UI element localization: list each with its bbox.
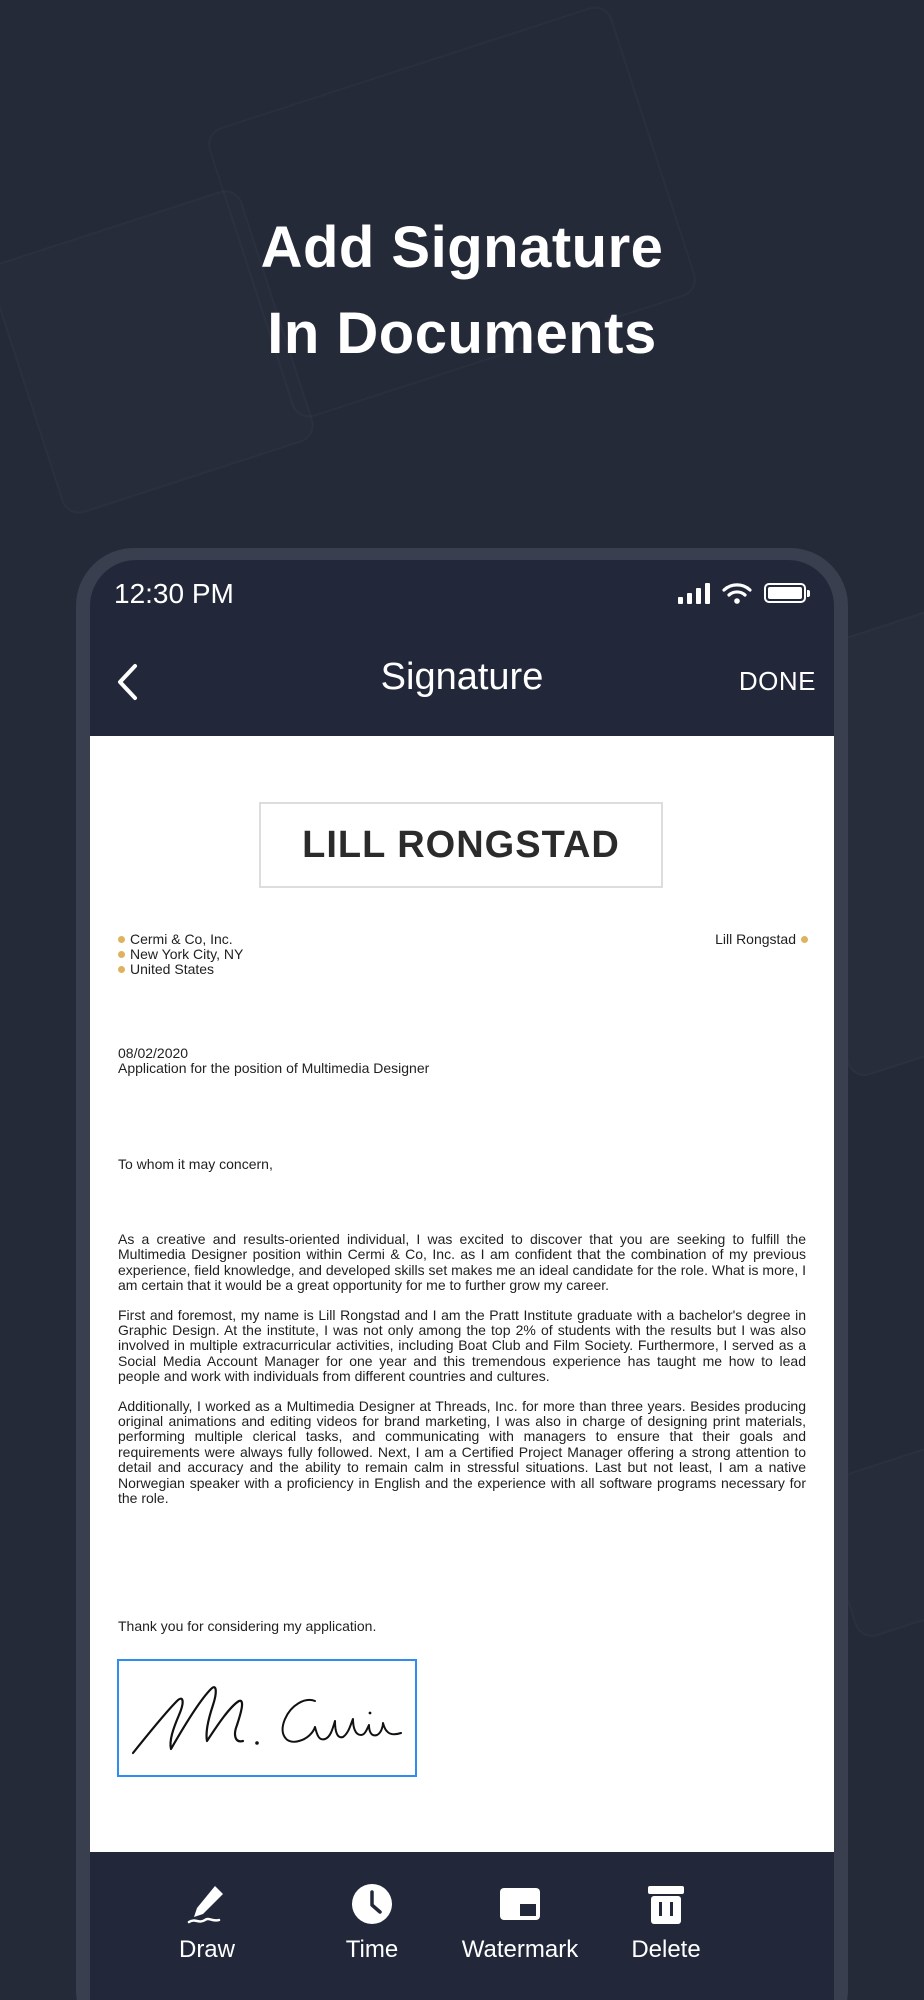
promo-headline <box>0 205 924 377</box>
battery-icon <box>764 583 806 603</box>
bullet-icon <box>118 951 125 958</box>
address-line <box>118 962 243 977</box>
closing-line: Thank you for considering my application. <box>118 1618 377 1634</box>
watermark-icon <box>498 1882 542 1926</box>
address-text: New York City, NY <box>130 946 244 962</box>
status-time: 12:30 PM <box>114 578 234 609</box>
bullet-icon <box>118 966 125 973</box>
bullet-icon <box>118 936 125 943</box>
time-label: Time <box>345 1936 399 1963</box>
pen-icon <box>185 1882 229 1926</box>
draw-button[interactable] <box>147 1882 267 1964</box>
document-name-header: LILL RONGSTAD <box>259 802 663 888</box>
done-button[interactable]: DONE <box>738 666 816 696</box>
signature-box[interactable] <box>117 1659 417 1777</box>
wifi-icon <box>722 582 752 604</box>
address-text: United States <box>130 961 215 977</box>
bullet-icon <box>801 936 808 943</box>
delete-label: Delete <box>631 1936 701 1963</box>
time-button[interactable] <box>312 1882 432 1964</box>
salutation: To whom it may concern, <box>118 1156 273 1172</box>
trash-icon <box>644 1882 688 1926</box>
letter-body <box>118 1232 806 1521</box>
page-title: Signature <box>380 656 544 698</box>
watermark-button[interactable] <box>440 1882 600 1964</box>
phone-screen <box>90 560 834 2000</box>
paragraph: Additionally, I worked as a Multimedia Designer at Threads, Inc. for more than three years. Besides producing original animations and editing videos for brand marketing, I was also in charge of designing print materials, performing multiple clerical tasks, and communicating with managers to ensure that their goals and requirements were always fully followed. Next, I am a Certified Project Manager offering a strong attention to detail and accuracy and the ability to remain calm in stressful situations. Last but not least, I am a native Norwegian speaker with a proficiency in English and the experience with all software programs necessary for the role. <box>118 1397 806 1507</box>
delete-button[interactable] <box>606 1882 726 1964</box>
letter-subject: Application for the position of Multimedia Designer <box>118 1060 430 1076</box>
address-line <box>118 932 243 947</box>
draw-label: Draw <box>178 1936 235 1963</box>
address-text: Cermi & Co, Inc. <box>130 931 233 947</box>
status-bar <box>90 560 834 630</box>
recipient-address <box>118 932 243 977</box>
bottom-toolbar <box>90 1852 834 2000</box>
headline-line-1: Add Signature <box>260 215 664 280</box>
sender-name-text: Lill Rongstad <box>715 931 796 947</box>
handwritten-signature <box>119 1661 415 1775</box>
status-icons <box>678 582 806 604</box>
letter-date: 08/02/2020 <box>118 1045 189 1061</box>
cellular-signal-icon <box>678 582 710 604</box>
watermark-label: Watermark <box>461 1936 579 1963</box>
paragraph: First and foremost, my name is Lill Rongstad and I am the Pratt Institute graduate with a bachelor's degree in Graphic Design. At the institute, I was not only among the top 2% of students with the results but I was also involved in multiple extracurricular activities, including Boat Club and Film Society. Furthermore, I served as a Social Media Account Manager for one year and this tremendous experience has taught me how to lead people and work with individuals from different countries and cultures. <box>118 1306 806 1385</box>
address-line <box>118 947 243 962</box>
headline-line-2: In Documents <box>267 301 657 366</box>
paragraph: As a creative and results-oriented individual, I was excited to discover that you are seeking to fulfill the Multimedia Designer position within Cermi & Co, Inc. as I am confident that the combination of my previous experience, field knowledge, and developed skills set makes me an ideal candidate for the role. What is more, I am certain that it would be a great opportunity for me to further grow my career. <box>118 1231 806 1294</box>
document-page <box>90 736 834 1852</box>
nav-bar <box>90 630 834 736</box>
sender-name <box>715 932 808 947</box>
date-block <box>118 1046 429 1076</box>
clock-icon <box>350 1882 394 1926</box>
